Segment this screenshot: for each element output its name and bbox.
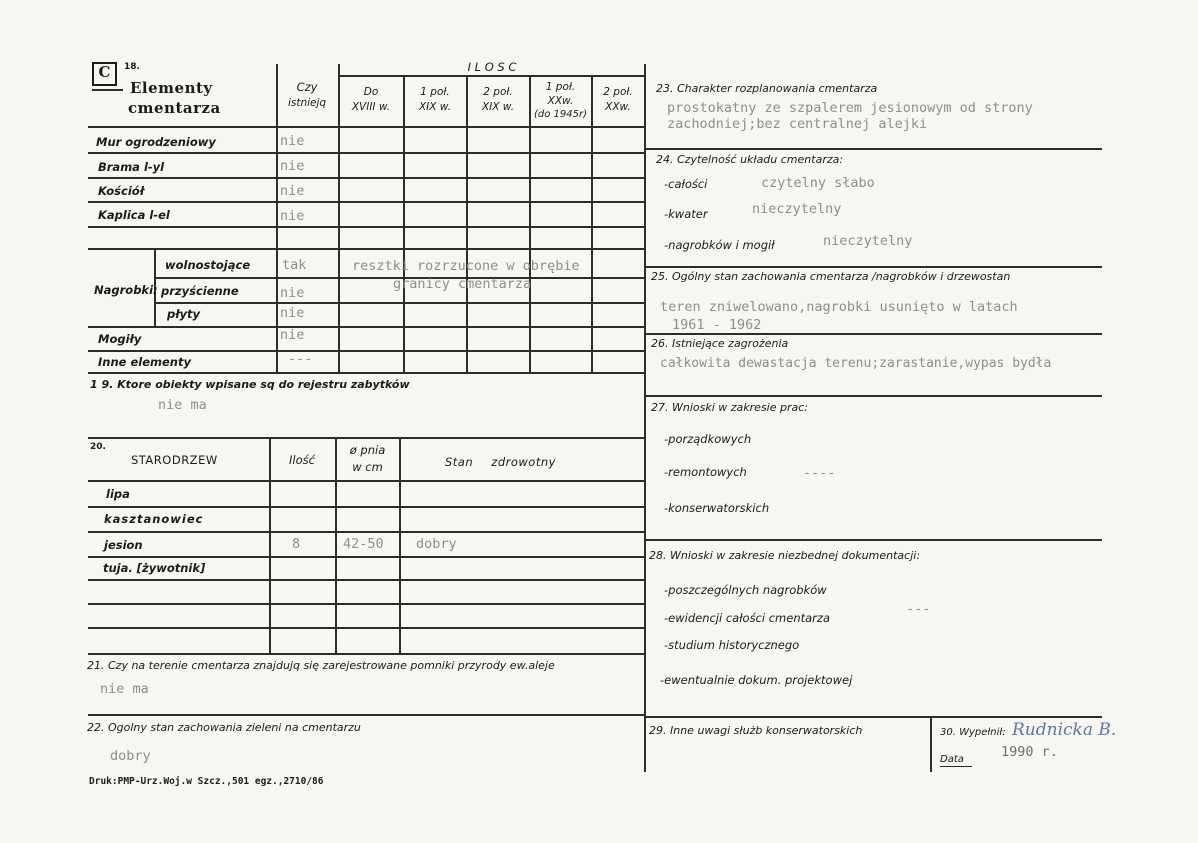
tree-name: lipa [106, 487, 130, 501]
c19-label: 1 9. Ktore obiekty wpisane sq do rejestru zabytków [90, 378, 410, 391]
print-info: Druk:PMP-Urz.Woj.w Szcz.,501 egz.,2710/86 [89, 776, 324, 787]
section-letter-underline [92, 89, 123, 91]
c25-line2: 1961 - 1962 [672, 317, 762, 333]
section-number: 18. [124, 62, 140, 72]
row-value-kaplica: nie [280, 208, 305, 224]
c23-line2: zachodniej;bez centralnej alejki [667, 116, 928, 132]
row-label-kaplica: Kaplica l-el [98, 208, 170, 222]
row-value-mur: nie [280, 133, 305, 149]
row-label-mur: Mur ogrodzeniowy [96, 135, 216, 149]
c22-answer: dobry [110, 748, 151, 764]
c26-value: całkowita dewastacja terenu;zarastanie,wypas bydła [660, 356, 1052, 371]
col-exists-line2: istniejq [287, 97, 327, 109]
rule-c25 [644, 266, 1102, 268]
row-label-wolnostojace: wolnostojące [165, 258, 251, 272]
row-label-nagrobki: Nagrobki: [94, 283, 158, 297]
c30-date-value: 1990 r. [1001, 744, 1058, 760]
rule-c27 [644, 395, 1102, 397]
rule-c24 [644, 148, 1102, 150]
row-label-mogily: Mogiły [98, 332, 142, 346]
c20-header-health: Stan zdrowotny [445, 455, 556, 469]
period-1-line2: XVIII w. [351, 101, 391, 113]
row-rule [88, 579, 644, 581]
c29-label: 29. Inne uwagi służb konserwatorskich [649, 724, 863, 737]
row-value-wolnostojace: tak [282, 257, 307, 273]
c28-item: -ewidencji całości cmentarza [664, 611, 830, 625]
nagrobki-note-line1: resztki rozrzucone w obrębie [352, 258, 580, 274]
c25-line1: teren zniwelowano,nagrobki usunięto w latach [660, 299, 1018, 315]
row-rule [88, 556, 644, 558]
row-label-brama: Brama l-yl [98, 160, 165, 174]
c24-calosci-value: czytelny słabo [761, 175, 875, 191]
rule-c22 [88, 714, 644, 716]
period-4-line3: (do 1945r) [533, 109, 587, 120]
c27-item: -konserwatorskich [664, 501, 770, 515]
rule-c20-top [88, 437, 644, 439]
period-3-line1: 2 poł. [483, 86, 513, 98]
period-4-line1: 1 poł. [545, 81, 576, 93]
row-label-kosciol: Kościół [98, 184, 144, 198]
col-rule [269, 437, 271, 653]
c20-header-diam-2: w cm [352, 460, 383, 474]
c24-label: 24. Czytelność układu cmentarza: [656, 153, 844, 166]
c27-label: 27. Wnioski w zakresie prac: [651, 401, 808, 414]
rule-ilosc [338, 75, 644, 77]
c24-calosci-label: -całości [664, 177, 708, 191]
tree-name: tuja. [żywotnik] [103, 561, 206, 575]
period-5-line2: XXw. [605, 101, 631, 113]
section-letter-box: C [92, 62, 117, 86]
c28-item: -studium historycznego [664, 638, 800, 652]
c24-kwater-value: nieczytelny [752, 201, 842, 217]
c20-header-count: Ilość [289, 453, 315, 467]
tree-name: kasztanowiec [104, 512, 204, 526]
c20-number: 20. [90, 442, 106, 452]
row-value-inne: --- [288, 351, 313, 367]
row-value-plyty: nie [280, 305, 305, 321]
row-rule [88, 531, 644, 533]
row-rule [88, 350, 644, 352]
row-rule [88, 226, 644, 228]
c24-nagrobkow-value: nieczytelny [823, 233, 913, 249]
row-value-mogily: nie [280, 327, 305, 343]
c21-label: 21. Czy na terenie cmentarza znajdujq się zarejestrowane pomniki przyrody ew.aleje [87, 659, 555, 672]
rule-c30 [930, 716, 932, 772]
row-rule [88, 177, 644, 179]
rule-c20-header [88, 480, 644, 482]
c28-item: -ewentualnie dokum. projektowej [660, 673, 853, 687]
row-rule [154, 302, 644, 304]
tree-health: dobry [416, 536, 457, 552]
signature: Rudnicka B. [1012, 720, 1117, 740]
c26-label: 26. Istniejące zagrożenia [651, 337, 789, 350]
c27-remont-value: ---- [803, 465, 836, 481]
period-3-line2: XIX w. [481, 101, 515, 113]
tree-count: 8 [292, 536, 301, 552]
row-label-przyscienne: przyścienne [161, 284, 239, 298]
row-value-przyscienne: nie [280, 285, 305, 301]
row-rule [88, 248, 644, 250]
c30-label: 30. Wypełnił: [940, 727, 1006, 738]
row-value-kosciol: nie [280, 183, 305, 199]
row-value-brama: nie [280, 158, 305, 174]
row-rule [88, 627, 644, 629]
period-1-line1: Do [363, 86, 379, 98]
c28-label: 28. Wnioski w zakresie niezbednej dokumentacji: [649, 549, 921, 562]
row-rule [88, 201, 644, 203]
rule-c18-header [88, 126, 644, 128]
c24-kwater-label: -kwater [664, 207, 708, 221]
ilosc-heading: I L O S C [467, 60, 517, 74]
center-divider [644, 64, 646, 772]
c27-item: -porządkowych [664, 432, 752, 446]
period-2-line2: XIX w. [418, 101, 452, 113]
c19-answer: nie ma [158, 397, 207, 413]
row-rule [88, 152, 644, 154]
tree-diam: 42-50 [343, 536, 384, 552]
row-rule [88, 653, 644, 655]
period-5-line1: 2 poł. [603, 86, 633, 98]
row-rule [88, 603, 644, 605]
row-label-plyty: płyty [167, 307, 201, 321]
rule-c29 [644, 716, 1102, 718]
c27-item: -remontowych [664, 465, 747, 479]
c25-label: 25. Ogólny stan zachowania cmentarza /nagrobków i drzewostan [651, 270, 1011, 283]
tree-name: jesion [104, 538, 143, 552]
c28-ewid-value: --- [906, 601, 931, 617]
c20-header-diam-1: ø pnia [349, 443, 386, 457]
c22-label: 22. Ogolny stan zachowania zieleni na cmentarzu [87, 721, 361, 734]
section-title-line2: cmentarza [128, 99, 221, 117]
section-title-line1: Elementy [130, 79, 213, 97]
nagrobki-note-line2: granicy cmentarza [393, 276, 532, 292]
c21-answer: nie ma [100, 681, 149, 697]
col-exists-line1: Czy [296, 80, 318, 94]
c23-label: 23. Charakter rozplanowania cmentarza [656, 82, 878, 95]
period-4-line2: XXw. [547, 95, 574, 107]
date-underline [940, 766, 972, 767]
c23-line1: prostokatny ze szpalerem jesionowym od strony [667, 100, 1033, 116]
row-rule [88, 372, 644, 374]
c28-item: -poszczególnych nagrobków [664, 583, 827, 597]
rule-c26 [644, 333, 1102, 335]
row-rule [88, 506, 644, 508]
c24-nagrobkow-label: -nagrobków i mogił [664, 238, 775, 252]
rule-c28 [644, 539, 1102, 541]
col-rule [399, 437, 401, 653]
c20-header-name: STARODRZEW [131, 453, 218, 467]
c30-date-label: Data [940, 754, 964, 765]
row-rule [88, 326, 644, 328]
period-2-line1: 1 poł. [420, 86, 450, 98]
row-label-inne: Inne elementy [98, 355, 191, 369]
